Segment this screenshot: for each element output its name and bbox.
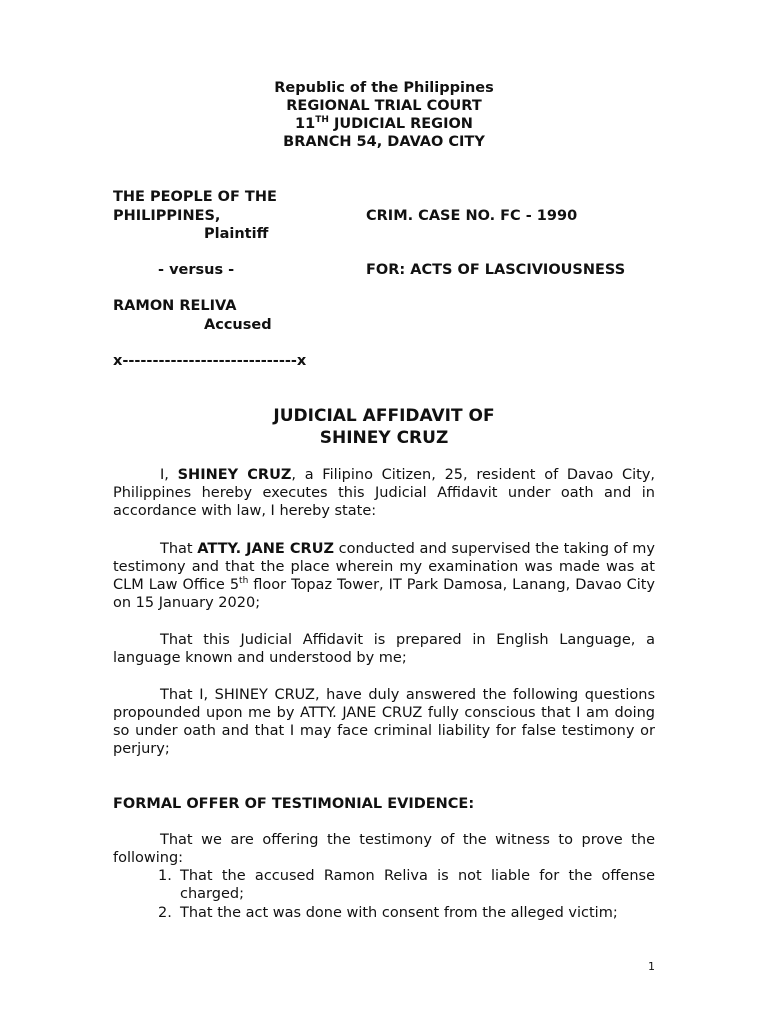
caption-offense: FOR: ACTS OF LASCIVIOUSNESS (366, 262, 626, 278)
caption-plaintiff-line2: PHILIPPINES, (113, 208, 221, 224)
para2-attorney-name: ATTY. JANE CRUZ (197, 541, 335, 557)
para2-floor-suffix: th (239, 576, 249, 586)
header-republic: Republic of the Philippines (274, 80, 494, 96)
paragraph-language: That this Judicial Affidavit is prepared in English Language, a language known and understood by me; (113, 632, 655, 666)
caption-accused-name: RAMON RELIVA (113, 298, 237, 314)
caption-plaintiff-line1: THE PEOPLE OF THE (113, 189, 277, 205)
caption-separator: x-----------------------------x (113, 353, 307, 369)
caption-accused-role: Accused (204, 317, 272, 333)
para1-pre: I, (160, 467, 178, 483)
paragraph-examination-place (113, 540, 655, 612)
list-item (158, 904, 655, 922)
caption-plaintiff-role: Plaintiff (204, 226, 269, 242)
section-heading-formal-offer: FORMAL OFFER OF TESTIMONIAL EVIDENCE: (113, 796, 475, 812)
header-region-suffix: TH (315, 115, 329, 125)
list-item-text: That the act was done with consent from the alleged victim; (180, 905, 618, 921)
paragraph-oath-conscious: That I, SHINEY CRUZ, have duly answered the following questions propounded upon me by ATTY. JANE CRUZ fully conscious that I am doing so under oath and that I may face criminal liability for false testimony or perjury; (113, 687, 655, 757)
header-region (0, 115, 768, 133)
para1-post: , a Filipino Citizen, 25, resident of Davao City, Philippines hereby executes this Judicial Affidavit under oath and in accordance with law, I hereby state: (113, 467, 656, 519)
paragraph-offer-intro: That we are offering the testimony of the witness to prove the following: (113, 832, 655, 866)
para2-post: floor Topaz Tower, IT Park Damosa, Lanang, Davao City on 15 January 2020; (113, 577, 655, 611)
header-court: REGIONAL TRIAL COURT (286, 98, 482, 114)
caption-case-number: CRIM. CASE NO. FC - 1990 (366, 208, 578, 224)
header-branch: BRANCH 54, DAVAO CITY (283, 134, 485, 150)
caption-versus: - versus - (158, 262, 235, 278)
paragraph-affiant-statement (113, 466, 655, 520)
page-number: 1 (648, 960, 655, 973)
list-item-number: 2. (158, 905, 172, 921)
document-title-line2: SHINEY CRUZ (319, 428, 449, 448)
header-region-number: 11 (295, 116, 316, 132)
list-item (158, 867, 655, 903)
para2-mid: conducted and supervised the taking of my testimony and that the place wherein my examination was made was at CLM Law Office 5 (113, 541, 655, 593)
para1-affiant-name: SHINEY CRUZ (177, 467, 292, 483)
para2-pre: That (160, 541, 198, 557)
document-title-line1: JUDICIAL AFFIDAVIT OF (273, 406, 495, 426)
list-item-number: 1. (158, 868, 172, 884)
header-region-label: JUDICIAL REGION (328, 116, 473, 132)
list-item-text: That the accused Ramon Reliva is not liable for the offense charged; (180, 868, 655, 902)
